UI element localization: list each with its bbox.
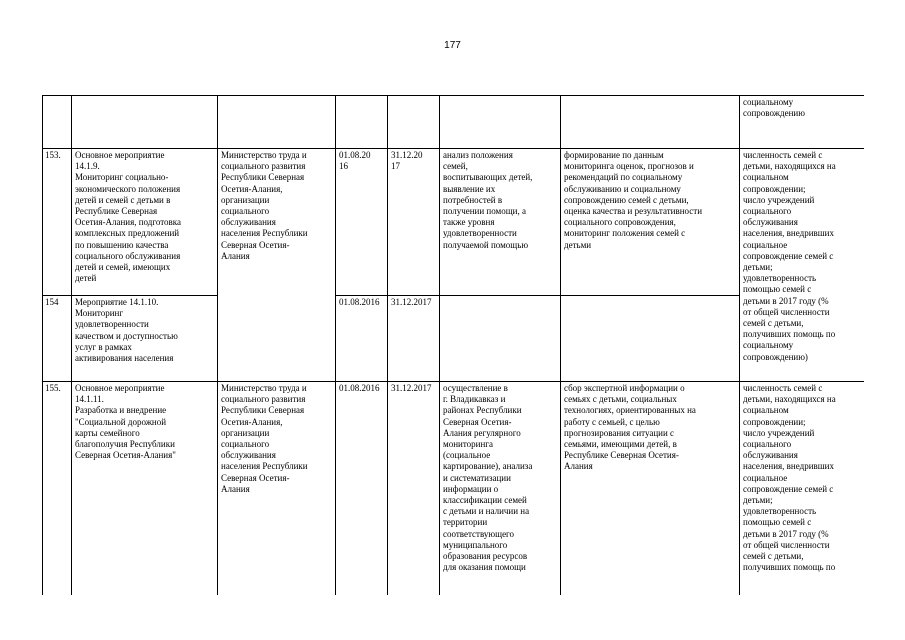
indicator-cell: социальному сопровождению [740, 96, 865, 149]
row-number-cell: 155. [43, 382, 72, 596]
executor-cell: Министерство труда и социального развития Республики Северная Осетия-Алания, организации социального обслуживания населения Республики Северная Осетия- Алания [218, 382, 336, 596]
executor-cell [218, 96, 336, 149]
measures-table [42, 95, 864, 595]
measure-name-cell: Мероприятие 14.1.10. Мониторинг удовлетворенности качеством и доступностью услуг в рамках активирования населения [72, 296, 218, 382]
table-row [43, 382, 865, 596]
direction-cell [561, 296, 740, 382]
indicator-cell: численность семей с детьми, находящихся на социальном сопровождении; число учреждений социального обслуживания населения, внедривших социальное сопровождение семей с детьми; удовлетворенность помощью семей с детьми в 2017 году (% от общей численности семей с детьми, получивших помощь по [740, 382, 865, 596]
row-number-cell [43, 96, 72, 149]
result-cell: анализ положения семей, воспитывающих детей, выявление их потребностей в получении помощи, а также уровня удовлетворенности получаемой помощью [440, 149, 561, 296]
row-number-cell: 154 [43, 296, 72, 382]
start-date-cell: 01.08.20 16 [336, 149, 388, 296]
direction-cell: сбор экспертной информации о семьях с детьми, социальных технологиях, ориентированных на работу с семьей, с целью прогнозирования ситуации с семьями, имеющими детей, в Республике Северная Осетия- Алания [561, 382, 740, 596]
start-date-cell: 01.08.2016 [336, 296, 388, 382]
measure-name-cell: Основное мероприятие 14.1.11. Разработка и внедрение "Социальной дорожной карты семейного благополучия Республики Северная Осетия-Алания" [72, 382, 218, 596]
end-date-cell: 31.12.2017 [388, 296, 440, 382]
page-number: 177 [444, 40, 461, 51]
result-cell [440, 96, 561, 149]
end-date-cell: 31.12.20 17 [388, 149, 440, 296]
row-number-cell: 153. [43, 149, 72, 296]
start-date-cell [336, 96, 388, 149]
result-cell: осуществление в г. Владикавказ и районах Республики Северная Осетия- Алания регулярного мониторинга (социальное картирование), анализа и систематизации информации о классификации семей с детьми и наличии на территории соответствующего муниципального образования ресурсов для оказания помощи [440, 382, 561, 596]
result-cell [440, 296, 561, 382]
indicator-cell: численность семей с детьми, находящихся на социальном сопровождении; число учреждений социального обслуживания населения, внедривших социальное сопровождение семей с детьми; удовлетворенность помощью семей с детьми в 2017 году (% от общей численности семей с детьми, получивших помощь по социальному сопровождению) [740, 149, 865, 382]
direction-cell: формирование по данным мониторинга оценок, прогнозов и рекомендаций по социальному обслуживанию и социальному сопровождению семей с детьми, оценка качества и результативности социального сопровождения, мониторинг положения семей с детьми [561, 149, 740, 296]
table-row [43, 96, 865, 149]
direction-cell [561, 96, 740, 149]
measure-name-cell: Основное мероприятие 14.1.9. Мониторинг социально- экономического положения детей и семей с детьми в Республике Северная Осетия-Алания, подготовка комплексных предложений по повышению качества социального обслуживания детей и семей, имеющих детей [72, 149, 218, 296]
end-date-cell: 31.12.2017 [388, 382, 440, 596]
executor-cell: Министерство труда и социального развития Республики Северная Осетия-Алания, организации социального обслуживания населения Республики Северная Осетия- Алания [218, 149, 336, 382]
start-date-cell: 01.08.2016 [336, 382, 388, 596]
measure-name-cell [72, 96, 218, 149]
end-date-cell [388, 96, 440, 149]
table-row [43, 149, 865, 296]
table-frame [42, 95, 864, 595]
